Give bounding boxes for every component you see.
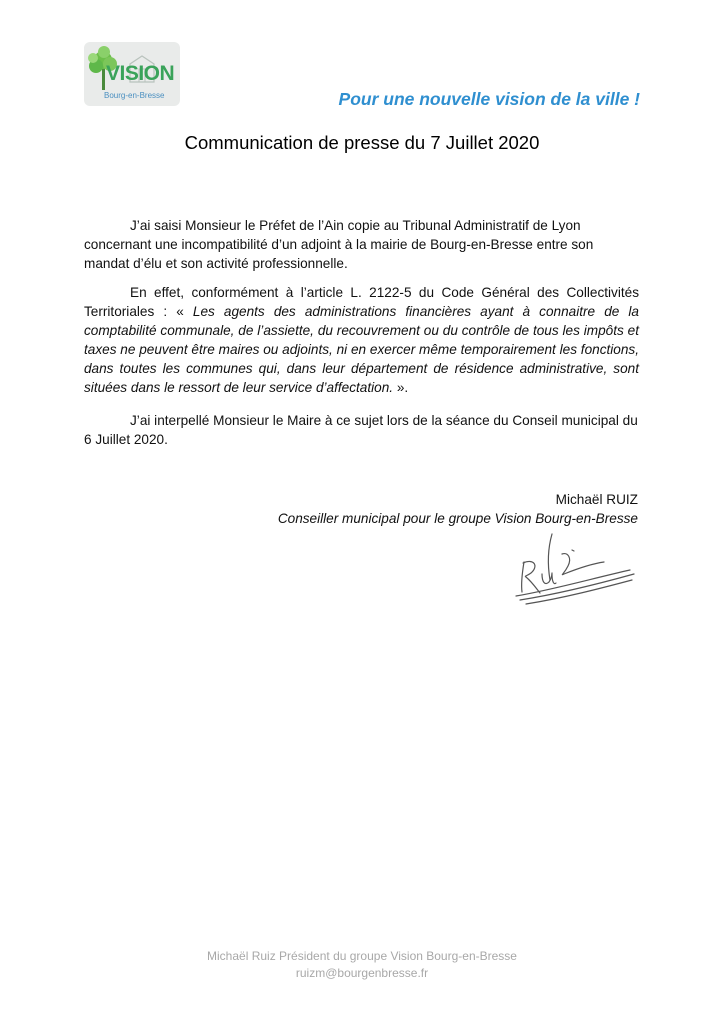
logo-subtitle: Bourg-en-Bresse bbox=[104, 91, 165, 100]
paragraph-2-intro: En effet, conformément à l’article L. 2122-5 du Code Général des Collectivités Territoriales : « bbox=[84, 285, 639, 319]
handwritten-signature bbox=[512, 530, 637, 605]
logo-word: VISION bbox=[106, 62, 175, 85]
footer-email: ruizm@bourgenbresse.fr bbox=[295, 966, 429, 980]
tagline: Pour une nouvelle vision de la ville ! bbox=[338, 89, 640, 109]
footer bbox=[0, 948, 724, 982]
logo bbox=[84, 42, 180, 106]
signer-name: Michaël RUIZ bbox=[555, 492, 638, 507]
paragraph-1 bbox=[84, 216, 639, 273]
paragraph-3 bbox=[84, 411, 639, 449]
footer-line-1: Michaël Ruiz Président du groupe Vision Bourg-en-Bresse bbox=[207, 949, 517, 963]
page-title: Communication de presse du 7 Juillet 2020 bbox=[184, 132, 540, 153]
paragraph-1-text: J’ai saisi Monsieur le Préfet de l’Ain copie au Tribunal Administratif de Lyon concernant une incompatibilité d’un adjoint à la mairie de Bourg-en-Bresse entre son mandat d’élu et son activité professionnelle. bbox=[84, 218, 594, 271]
paragraph-2 bbox=[84, 283, 639, 397]
paragraph-3-text: J’ai interpellé Monsieur le Maire à ce sujet lors de la séance du Conseil municipal du 6 Juillet 2020. bbox=[84, 413, 638, 447]
legal-quote: Les agents des administrations financières ayant à connaitre de la comptabilité communale, de l’assiette, du recouvrement ou du contrôle de tous les impôts et taxes ne peuvent être maires ou adjoints, ni en exercer même temporairement les fonctions, dans toutes les communes qui, dans leur département de résidence administrative, sont situées dans le ressort de leur service d’affectation. bbox=[84, 304, 639, 395]
signer-role: Conseiller municipal pour le groupe Vision Bourg-en-Bresse bbox=[277, 511, 638, 526]
paragraph-2-end: ». bbox=[393, 380, 409, 395]
